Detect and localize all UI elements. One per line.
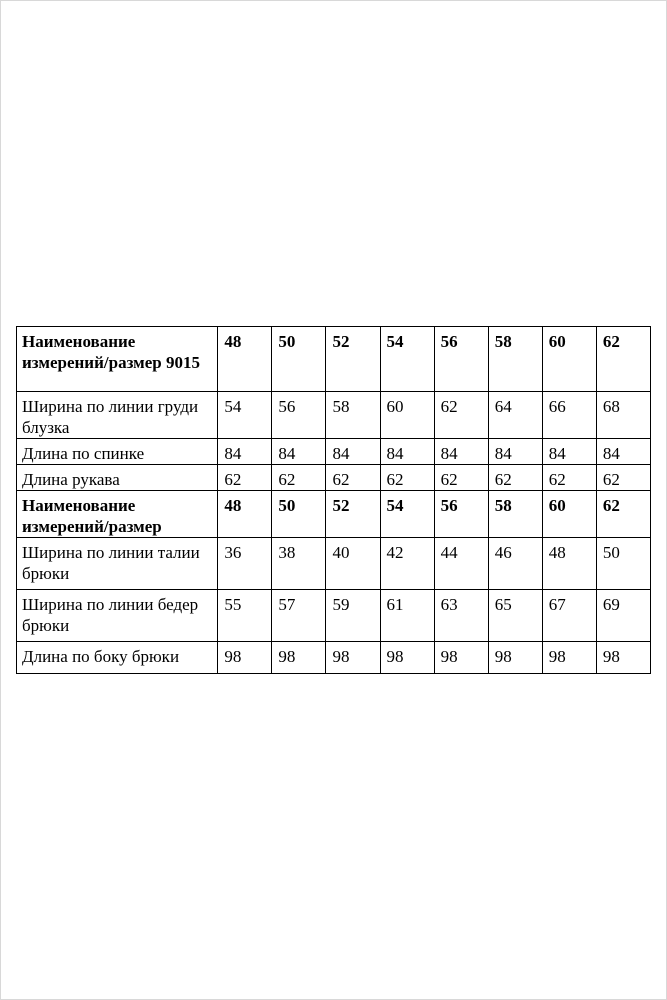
table-row	[17, 590, 651, 642]
header-row	[17, 491, 651, 538]
value-cell: 98	[326, 642, 380, 674]
value-cell: 42	[380, 538, 434, 590]
value-cell: 62	[434, 392, 488, 439]
measurement-name-cell: Ширина по линии талии брюки	[17, 538, 218, 590]
header-label-cell: Наименование измерений/размер	[17, 491, 218, 538]
value-cell: 84	[542, 439, 596, 465]
value-cell: 57	[272, 590, 326, 642]
measurement-name-cell: Ширина по линии бедер брюки	[17, 590, 218, 642]
size-header-cell: 56	[434, 491, 488, 538]
size-header-cell: 50	[272, 491, 326, 538]
size-header-cell: 52	[326, 491, 380, 538]
value-cell: 84	[434, 439, 488, 465]
size-header-cell: 52	[326, 327, 380, 392]
value-cell: 62	[596, 465, 650, 491]
measurement-name-cell: Длина по боку брюки	[17, 642, 218, 674]
value-cell: 40	[326, 538, 380, 590]
value-cell: 62	[542, 465, 596, 491]
size-header-cell: 60	[542, 327, 596, 392]
value-cell: 66	[542, 392, 596, 439]
value-cell: 54	[218, 392, 272, 439]
value-cell: 60	[380, 392, 434, 439]
value-cell: 98	[434, 642, 488, 674]
table-row	[17, 538, 651, 590]
value-cell: 62	[272, 465, 326, 491]
table-row	[17, 392, 651, 439]
value-cell: 84	[326, 439, 380, 465]
value-cell: 65	[488, 590, 542, 642]
value-cell: 59	[326, 590, 380, 642]
value-cell: 62	[488, 465, 542, 491]
value-cell: 84	[596, 439, 650, 465]
value-cell: 36	[218, 538, 272, 590]
value-cell: 62	[434, 465, 488, 491]
value-cell: 62	[326, 465, 380, 491]
value-cell: 84	[218, 439, 272, 465]
size-chart-body	[17, 327, 651, 674]
value-cell: 56	[272, 392, 326, 439]
value-cell: 84	[380, 439, 434, 465]
size-header-cell: 54	[380, 491, 434, 538]
value-cell: 98	[542, 642, 596, 674]
value-cell: 98	[596, 642, 650, 674]
value-cell: 46	[488, 538, 542, 590]
value-cell: 84	[272, 439, 326, 465]
value-cell: 63	[434, 590, 488, 642]
header-label-cell: Наименование измерений/размер 9015	[17, 327, 218, 392]
size-chart-table	[16, 326, 651, 674]
size-header-cell: 62	[596, 491, 650, 538]
value-cell: 55	[218, 590, 272, 642]
measurement-name-cell: Длина рукава	[17, 465, 218, 491]
value-cell: 62	[218, 465, 272, 491]
value-cell: 69	[596, 590, 650, 642]
value-cell: 61	[380, 590, 434, 642]
value-cell: 44	[434, 538, 488, 590]
measurement-name-cell: Ширина по линии груди блузка	[17, 392, 218, 439]
header-row	[17, 327, 651, 392]
table-row	[17, 439, 651, 465]
table-row	[17, 642, 651, 674]
size-header-cell: 60	[542, 491, 596, 538]
value-cell: 58	[326, 392, 380, 439]
size-header-cell: 62	[596, 327, 650, 392]
value-cell: 98	[272, 642, 326, 674]
size-header-cell: 58	[488, 327, 542, 392]
value-cell: 48	[542, 538, 596, 590]
value-cell: 98	[488, 642, 542, 674]
size-header-cell: 48	[218, 327, 272, 392]
size-header-cell: 54	[380, 327, 434, 392]
size-header-cell: 56	[434, 327, 488, 392]
measurement-name-cell: Длина по спинке	[17, 439, 218, 465]
value-cell: 68	[596, 392, 650, 439]
value-cell: 38	[272, 538, 326, 590]
size-header-cell: 48	[218, 491, 272, 538]
value-cell: 98	[380, 642, 434, 674]
size-header-cell: 50	[272, 327, 326, 392]
value-cell: 98	[218, 642, 272, 674]
table-row	[17, 465, 651, 491]
value-cell: 67	[542, 590, 596, 642]
value-cell: 64	[488, 392, 542, 439]
value-cell: 84	[488, 439, 542, 465]
value-cell: 62	[380, 465, 434, 491]
value-cell: 50	[596, 538, 650, 590]
size-header-cell: 58	[488, 491, 542, 538]
